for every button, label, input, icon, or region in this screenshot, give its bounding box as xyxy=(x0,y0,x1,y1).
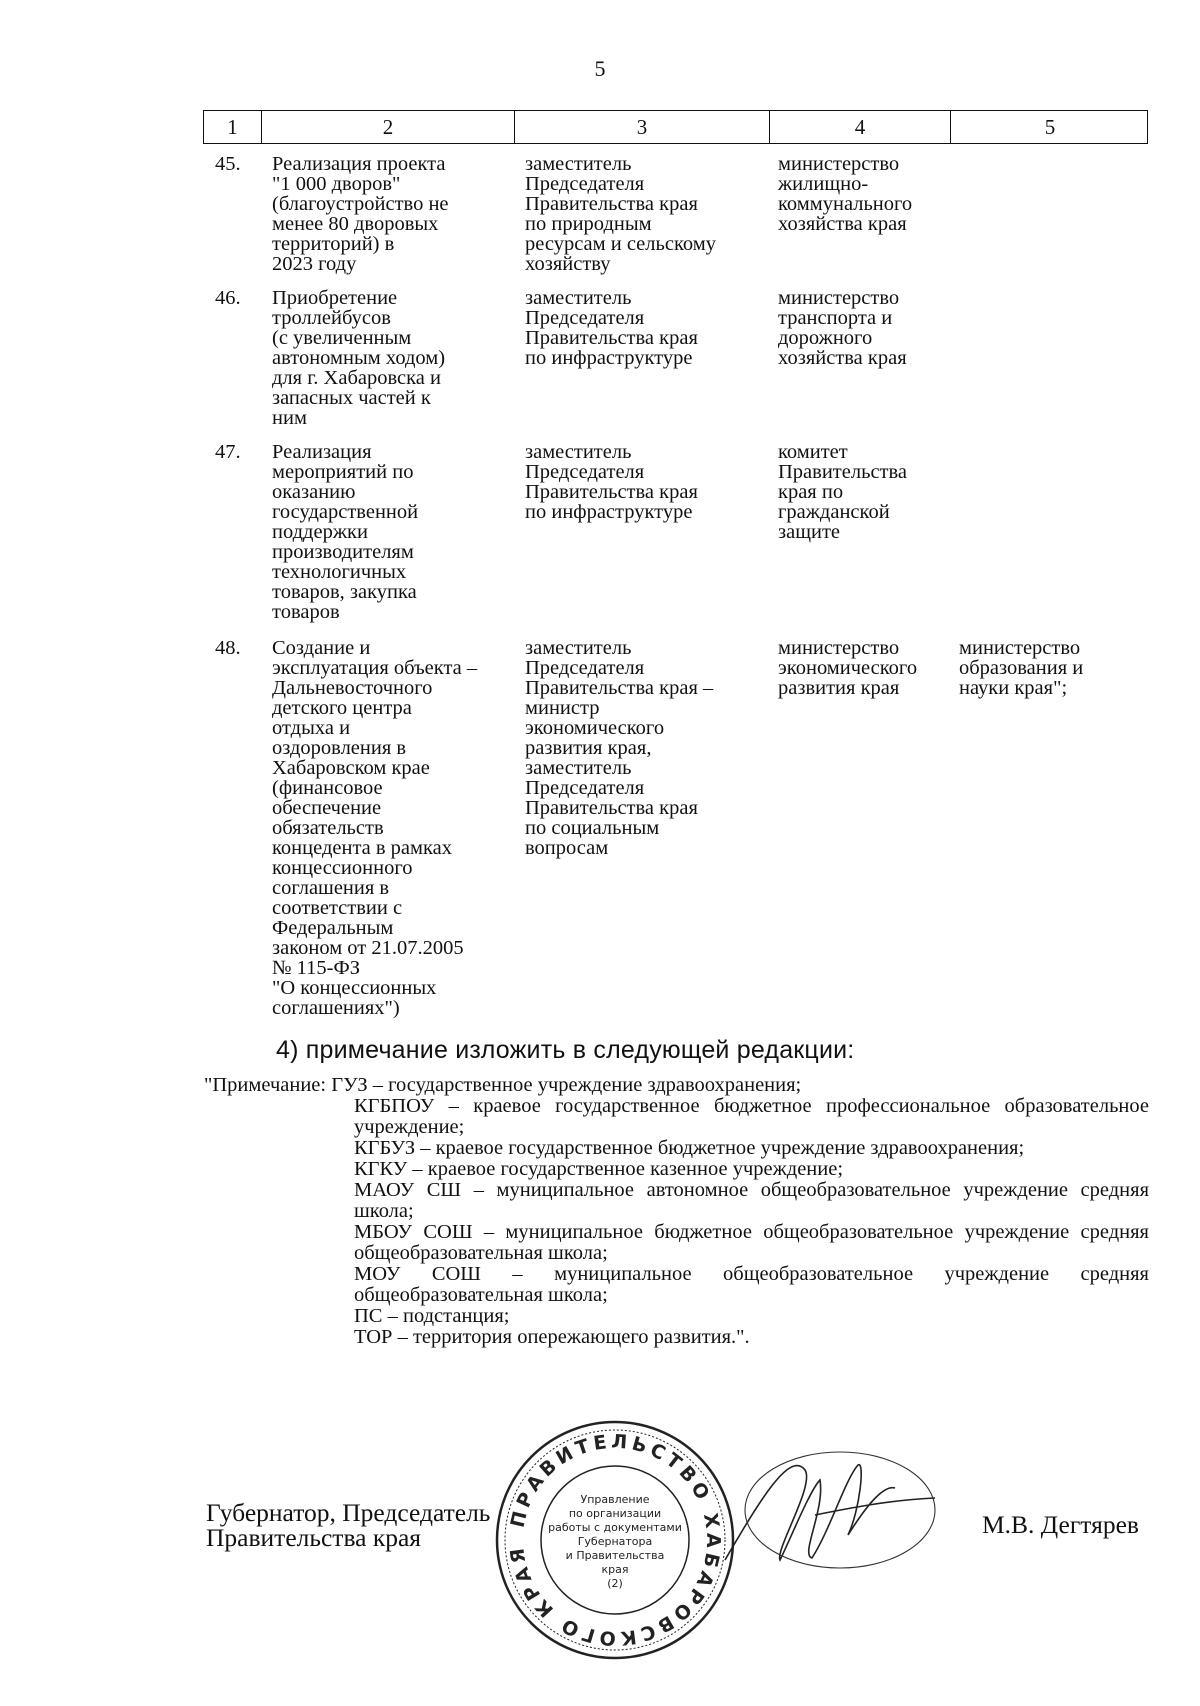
row-number: 48. xyxy=(215,637,241,659)
coexecutor-cell xyxy=(949,154,1148,274)
column-number-row xyxy=(203,110,1148,144)
amendment-heading: 4) примечание изложить в следующей редакции: xyxy=(276,1036,855,1064)
column-number: 5 xyxy=(950,111,1149,143)
note-item: МАОУ СШ – муниципальное автономное общеобразовательное учреждение средняя школа; xyxy=(354,1179,1149,1222)
row-number: 45. xyxy=(215,153,241,175)
column-number: 4 xyxy=(769,111,950,143)
note-item: ГУЗ – государственное учреждение здравоохранения; xyxy=(331,1074,802,1096)
note-item: КГБПОУ – краевое государственное бюджетное профессиональное образовательное учреждение; xyxy=(354,1095,1149,1138)
responsible-cell: министерство жилищно- коммунального хозяйства края xyxy=(778,153,913,235)
signatory-name: М.В. Дегтярев xyxy=(982,1510,1139,1539)
coexecutor-cell xyxy=(949,288,1148,428)
svg-text:края: края xyxy=(601,1563,629,1576)
curator-cell: заместитель Председателя Правительства края по инфраструктуре xyxy=(525,287,698,369)
event-cell: Создание и эксплуатация объекта – Дальневосточного детского центра отдыха и оздоровления в Хабаровском крае (финансовое обеспечение обязательств концедента в рамках концессионного соглашения в соответствии с Федеральным законом от 21.07.2005 № 115-ФЗ "О концессионных соглашениях") xyxy=(272,637,478,1019)
handwritten-signature-icon xyxy=(720,1440,940,1580)
official-seal-icon xyxy=(490,1415,740,1665)
table-row xyxy=(203,638,1148,1018)
event-cell: Приобретение троллейбусов (с увеличенным автономным ходом) для г. Хабаровска и запасных частей к ним xyxy=(272,287,446,429)
note-item: ТОР – территория опережающего развития.". xyxy=(354,1326,750,1348)
svg-text:по организации: по организации xyxy=(568,1507,662,1520)
page-number: 5 xyxy=(594,56,606,81)
note-label: "Примечание: xyxy=(204,1074,327,1096)
column-number: 2 xyxy=(261,111,514,143)
curator-cell: заместитель Председателя Правительства края по природным ресурсам и сельскому хозяйству xyxy=(525,153,716,275)
note-item: МБОУ СОШ – муниципальное бюджетное общеобразовательное учреждение средняя общеобразовательная школа; xyxy=(354,1221,1149,1264)
responsible-cell: комитет Правительства края по гражданской защите xyxy=(778,441,908,543)
table-row xyxy=(203,154,1148,274)
event-cell: Реализация проекта "1 000 дворов" (благоустройство не менее 80 дворовых территорий) в 2023 году xyxy=(272,153,449,275)
signatory-title: Губернатор, Председатель Правительства края xyxy=(206,1498,491,1552)
responsible-cell: министерство транспорта и дорожного хозяйства края xyxy=(778,287,907,369)
events-table xyxy=(203,110,1148,1019)
coexecutor-cell xyxy=(949,442,1148,622)
note-item: ПС – подстанция; xyxy=(354,1305,510,1327)
svg-text:(2): (2) xyxy=(607,1577,623,1590)
column-number: 3 xyxy=(514,111,769,143)
note-item: КГКУ – краевое государственное казенное учреждение; xyxy=(354,1158,844,1180)
curator-cell: заместитель Председателя Правительства края по инфраструктуре xyxy=(525,441,698,523)
svg-text:Губернатора: Губернатора xyxy=(577,1535,653,1548)
svg-text:и Правительства: и Правительства xyxy=(565,1549,665,1562)
row-number: 46. xyxy=(215,287,241,309)
curator-cell: заместитель Председателя Правительства края – министр экономического развития края, заместитель Председателя Правительства края по социальным вопросам xyxy=(525,637,714,859)
responsible-cell: министерство экономического развития края xyxy=(778,637,918,699)
svg-text:работы с документами: работы с документами xyxy=(548,1521,682,1534)
svg-text:ПРАВИТЕЛЬСТВО ХАБАРОВСКОГО КРА: ПРАВИТЕЛЬСТВО ХАБАРОВСКОГО КРАЯ xyxy=(505,1430,725,1650)
column-number: 1 xyxy=(227,115,238,139)
row-number: 47. xyxy=(215,441,241,463)
event-cell: Реализация мероприятий по оказанию государственной поддержки производителям технологичных товаров, закупка товаров xyxy=(272,441,419,623)
coexecutor-cell: министерство образования и науки края"; xyxy=(959,637,1084,699)
note-item: КГБУЗ – краевое государственное бюджетное учреждение здравоохранения; xyxy=(354,1137,1025,1159)
table-row xyxy=(203,288,1148,428)
note-item: МОУ СОШ – муниципальное общеобразовательное учреждение средняя общеобразовательная школа; xyxy=(354,1263,1149,1306)
note-first-line xyxy=(204,1075,1149,1096)
note-block xyxy=(204,1075,1149,1348)
table-row xyxy=(203,442,1148,622)
svg-text:Управление: Управление xyxy=(580,1493,650,1506)
